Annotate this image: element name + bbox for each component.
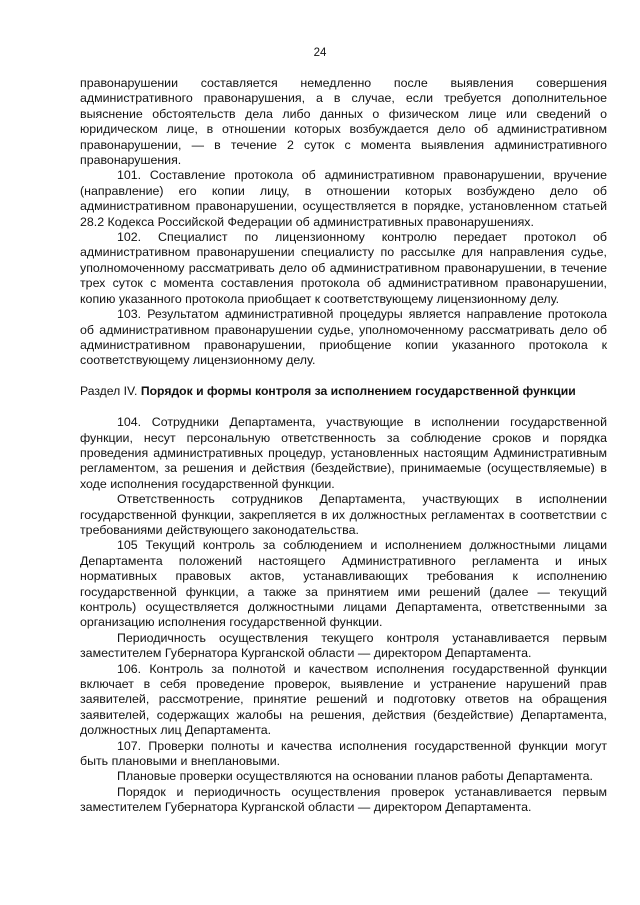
section-heading bbox=[80, 384, 607, 399]
paragraph: правонарушении составляется немедленно после выявления совершения административного правонарушения, а в случае, если требуется дополнительное выяснение обстоятельств дела либо данных о физическом лице или сведений о юридическом лице, в отношении которых возбуждается дело об административном правонарушении, — в течение 2 суток с момента выявления административного правонарушения. bbox=[80, 76, 607, 168]
section-label: Раздел IV. bbox=[80, 383, 138, 398]
document-body bbox=[80, 76, 607, 816]
section-title: Порядок и формы контроля за исполнением государственной функции bbox=[140, 383, 576, 398]
paragraph: Порядок и периодичность осуществления проверок устанавливается первым заместителем Губернатора Курганской области — директором Департамента. bbox=[80, 784, 607, 815]
paragraph: Ответственность сотрудников Департамента, участвующих в исполнении государственной функции, закрепляется в их должностных регламентах в соответствии с требованиями действующего законодательства. bbox=[80, 492, 607, 537]
paragraphs-after-section bbox=[80, 415, 607, 816]
paragraph: 104. Сотрудники Департамента, участвующие в исполнении государственной функции, несут персональную ответственность за соблюдение сроков и порядка проведения административных процедур, установленных настоящим Административным регламентом, за решения и действия (бездействие), принимаемые (осуществляемые) в ходе исполнения государственной функции. bbox=[80, 415, 607, 491]
paragraph: Плановые проверки осуществляются на основании планов работы Департамента. bbox=[117, 769, 593, 784]
paragraph: 105 Текущий контроль за соблюдением и исполнением должностными лицами Департамента положений настоящего Административного регламента и иных нормативных правовых актов, устанавливающих требования к исполнению государственной функции, а также за принятием ими решений (далее — текущий контроль) осуществляется должностными лицами Департамента, ответственными за организацию исполнения государственной функции. bbox=[80, 538, 607, 630]
paragraph: Периодичность осуществления текущего контроля устанавливается первым заместителем Губернатора Курганской области — директором Департамента. bbox=[80, 630, 607, 661]
paragraphs-before-section bbox=[80, 76, 607, 369]
paragraph: 107. Проверки полноты и качества исполнения государственной функции могут быть плановыми и внеплановыми. bbox=[80, 738, 607, 769]
paragraph: 101. Составление протокола об административном правонарушении, вручение (направление) его копии лицу, в отношении которых возбуждено дело об административном правонарушении, осуществляется в порядке, установленном статьей 28.2 Кодекса Российской Федерации об административных правонарушениях. bbox=[80, 168, 607, 229]
page-number: 24 bbox=[313, 47, 327, 59]
paragraph: 106. Контроль за полнотой и качеством исполнения государственной функции включает в себя проведение проверок, выявление и устранение нарушений прав заявителей, рассмотрение, принятие решений и подготовку ответов на обращения заявителей, содержащих жалобы на решения, действия (бездействие) Департамента, должностных лиц Департамента. bbox=[80, 661, 607, 738]
paragraph: 102. Специалист по лицензионному контролю передает протокол об административном правонарушении специалисту по рассылке для направления судье, уполномоченному рассматривать дело об административном правонарушении, в течение трех суток с момента составления протокола об административном правонарушении, копию указанного протокола приобщает к соответствующему лицензионному делу. bbox=[80, 230, 607, 306]
paragraph: 103. Результатом административной процедуры является направление протокола об административном правонарушении судье, уполномоченному рассматривать дело об административном правонарушении, приобщение копии указанного протокола к соответствующему лицензионному делу. bbox=[80, 307, 607, 368]
